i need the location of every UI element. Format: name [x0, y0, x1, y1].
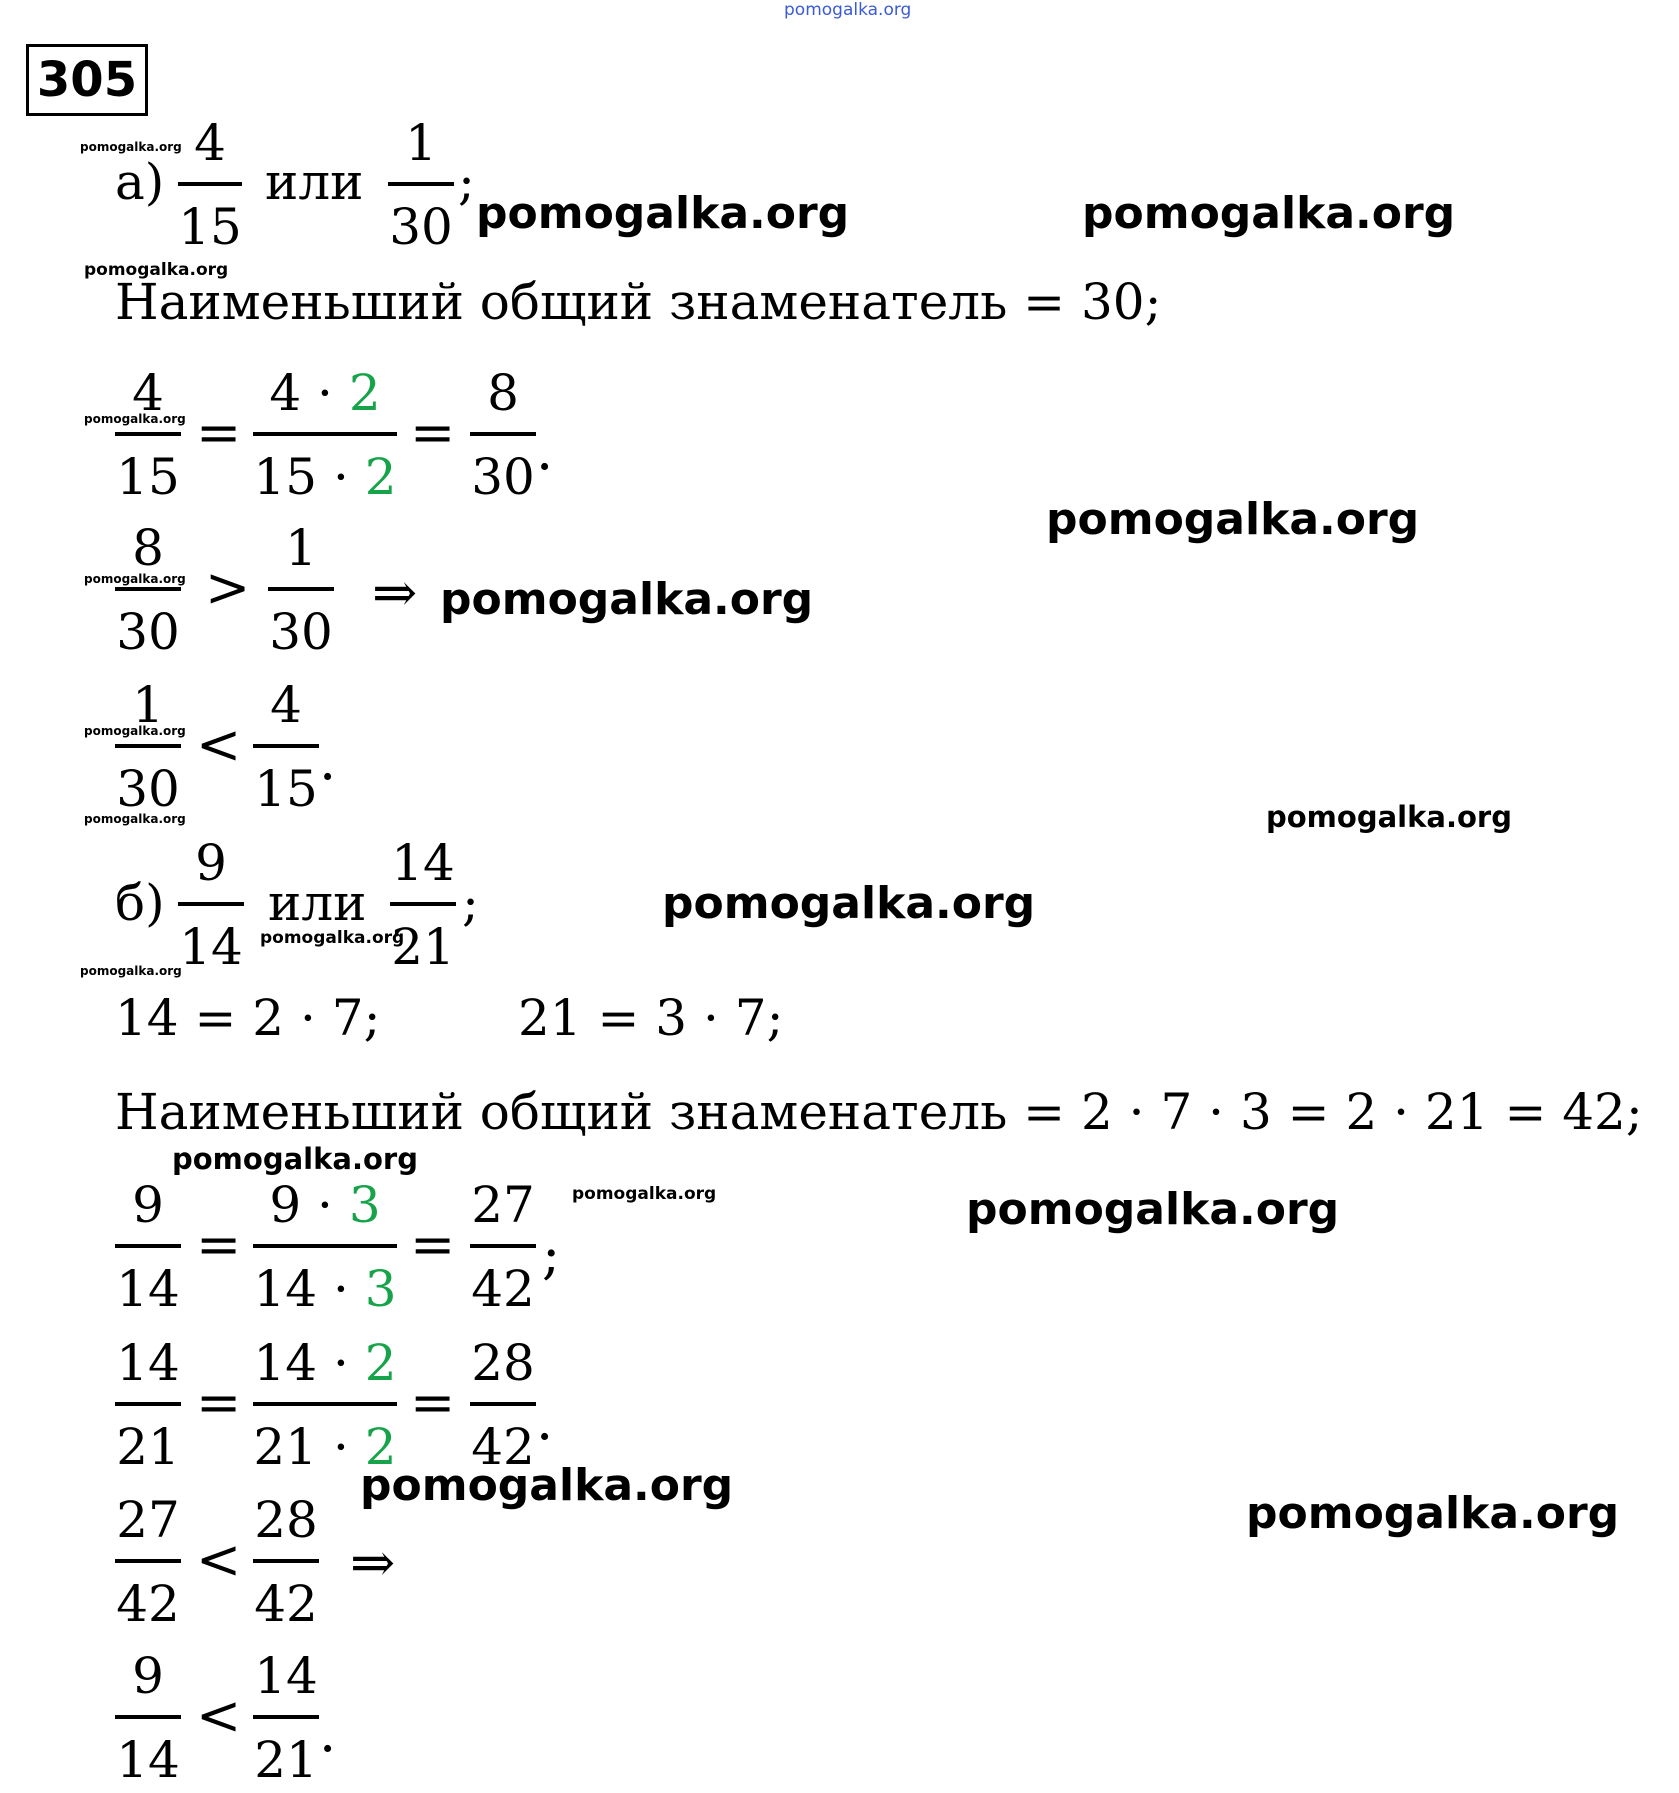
multiplier: 3: [364, 1260, 397, 1318]
fraction-bar: [178, 902, 244, 906]
semicolon: ;: [462, 874, 479, 932]
numerator-part: 14 ·: [253, 1334, 349, 1392]
equals-sign: =: [410, 401, 456, 464]
problem-number: 305: [26, 44, 148, 116]
period: .: [319, 729, 337, 792]
watermark: pomogalka.org: [662, 878, 1036, 929]
multiplier: 3: [348, 1176, 381, 1234]
or-word: или: [268, 874, 367, 932]
numerator: 28: [254, 1491, 318, 1549]
denominator: 30: [269, 603, 333, 661]
numerator: 27: [471, 1176, 535, 1234]
numerator: 9: [132, 1176, 164, 1234]
semicolon: ;: [542, 1223, 561, 1286]
eq-b1-lhs-fraction: [115, 1172, 181, 1322]
numerator: 4: [270, 676, 302, 734]
equals-sign: =: [196, 1213, 242, 1276]
numerator: 1: [132, 676, 164, 734]
denominator: 15: [178, 198, 242, 256]
cmp-a2-right-fraction: [253, 672, 319, 822]
period: .: [319, 1701, 337, 1764]
denominator: 42: [471, 1260, 535, 1318]
fraction-bar: [253, 744, 319, 748]
numerator: 1: [285, 519, 317, 577]
cmp-b1-left-fraction: [115, 1487, 181, 1637]
watermark: pomogalka.org: [966, 1184, 1340, 1235]
multiplier: 2: [364, 1334, 397, 1392]
part-a-fraction-1: [178, 110, 242, 260]
fraction-bar: [115, 587, 181, 591]
watermark: pomogalka.org: [84, 724, 186, 738]
watermark: pomogalka.org: [440, 574, 814, 625]
eq-a-lhs-fraction: [115, 360, 181, 510]
cmp-b2-left-fraction: [115, 1643, 181, 1793]
factorization-14: 14 = 2 · 7;: [115, 989, 381, 1047]
numerator: 14: [254, 1647, 318, 1705]
fraction-bar: [115, 744, 181, 748]
multiplier: 2: [348, 364, 381, 422]
part-a-lcd-text: Наименьший общий знаменатель = 30;: [115, 273, 1162, 331]
numerator: 9: [132, 1647, 164, 1705]
fraction-bar: [470, 1402, 536, 1406]
denominator: 14: [116, 1731, 180, 1789]
watermark: pomogalka.org: [84, 572, 186, 586]
fraction-bar: [115, 1244, 181, 1248]
denominator: 14: [179, 918, 243, 976]
equals-sign: =: [410, 1371, 456, 1434]
period: .: [536, 1389, 554, 1452]
cmp-a1-left-fraction: [115, 515, 181, 665]
numerator: 14: [391, 834, 455, 892]
numerator: 27: [116, 1491, 180, 1549]
fraction-bar: [388, 182, 454, 186]
watermark: pomogalka.org: [84, 812, 186, 826]
cmp-b2-right-fraction: [253, 1643, 319, 1793]
fraction-bar: [115, 432, 181, 436]
denominator: 42: [116, 1575, 180, 1633]
less-than-sign: <: [196, 713, 242, 776]
denominator: 42: [471, 1418, 535, 1476]
numerator: 9: [195, 834, 227, 892]
part-b-label: б): [115, 874, 165, 932]
fraction-bar: [470, 1244, 536, 1248]
watermark: pomogalka.org: [572, 1184, 717, 1204]
numerator: 4: [194, 114, 226, 172]
fraction-bar: [253, 432, 397, 436]
eq-a-rhs-fraction: [470, 360, 536, 510]
numerator: 14: [116, 1334, 180, 1392]
fraction-bar: [390, 902, 456, 906]
eq-b1-mid-fraction: [253, 1172, 397, 1322]
denominator: 15: [254, 760, 318, 818]
cmp-a1-right-fraction: [268, 515, 334, 665]
part-a-label: а): [115, 153, 165, 211]
fraction-bar: [268, 587, 334, 591]
numerator: 4: [132, 364, 164, 422]
factorization-21: 21 = 3 · 7;: [518, 989, 784, 1047]
equals-sign: =: [410, 1213, 456, 1276]
less-than-sign: <: [196, 1684, 242, 1747]
numerator-part: 4 ·: [269, 364, 333, 422]
semicolon: ;: [458, 153, 475, 211]
eq-b2-lhs-fraction: [115, 1330, 181, 1480]
cmp-b1-right-fraction: [253, 1487, 319, 1637]
fraction-bar: [115, 1715, 181, 1719]
eq-b1-rhs-fraction: [470, 1172, 536, 1322]
greater-than-sign: >: [205, 556, 251, 619]
numerator: 8: [132, 519, 164, 577]
implies-arrow: ⇒: [350, 1531, 396, 1594]
watermark: pomogalka.org: [476, 188, 850, 239]
less-than-sign: <: [196, 1528, 242, 1591]
equals-sign: =: [196, 401, 242, 464]
eq-a-mid-fraction: [253, 360, 397, 510]
numerator: 8: [487, 364, 519, 422]
denominator: 21: [254, 1731, 318, 1789]
denominator: 15: [116, 448, 180, 506]
numerator: 28: [471, 1334, 535, 1392]
watermark: pomogalka.org: [84, 412, 186, 426]
fraction-bar: [115, 1402, 181, 1406]
fraction-bar: [253, 1559, 319, 1563]
fraction-bar: [178, 182, 242, 186]
denominator: 21: [391, 918, 455, 976]
part-b-fraction-2: [390, 830, 456, 980]
denominator: 30: [389, 198, 453, 256]
denominator: 42: [254, 1575, 318, 1633]
top-watermark: pomogalka.org: [784, 0, 912, 20]
watermark: pomogalka.org: [1246, 1488, 1620, 1539]
fraction-bar: [253, 1715, 319, 1719]
watermark: pomogalka.org: [172, 1142, 418, 1176]
cmp-a2-left-fraction: [115, 672, 181, 822]
denominator: 21: [116, 1418, 180, 1476]
numerator-part: 9 ·: [269, 1176, 333, 1234]
fraction-bar: [470, 432, 536, 436]
fraction-bar: [253, 1244, 397, 1248]
numerator: 1: [405, 114, 437, 172]
part-a-fraction-2: [388, 110, 454, 260]
denominator: 30: [116, 603, 180, 661]
or-word: или: [265, 153, 364, 211]
multiplier: 2: [364, 1418, 397, 1476]
watermark: pomogalka.org: [84, 260, 229, 280]
watermark: pomogalka.org: [80, 964, 182, 978]
denominator-part: 14 ·: [253, 1260, 349, 1318]
fraction-bar: [253, 1402, 397, 1406]
denominator: 30: [471, 448, 535, 506]
implies-arrow: ⇒: [372, 561, 418, 624]
watermark: pomogalka.org: [1046, 494, 1420, 545]
watermark: pomogalka.org: [360, 1460, 734, 1511]
period: .: [536, 419, 554, 482]
watermark: pomogalka.org: [1082, 188, 1456, 239]
equals-sign: =: [196, 1371, 242, 1434]
denominator-part: 15 ·: [253, 448, 349, 506]
denominator-part: 21 ·: [253, 1418, 349, 1476]
watermark: pomogalka.org: [260, 928, 405, 948]
watermark: pomogalka.org: [80, 140, 182, 154]
eq-b2-mid-fraction: [253, 1330, 397, 1480]
eq-b2-rhs-fraction: [470, 1330, 536, 1480]
denominator: 14: [116, 1260, 180, 1318]
part-b-lcd-text: Наименьший общий знаменатель = 2 · 7 · 3 = 2 · 21 = 42;: [115, 1083, 1643, 1141]
watermark: pomogalka.org: [1266, 800, 1512, 834]
fraction-bar: [115, 1559, 181, 1563]
denominator: 30: [116, 760, 180, 818]
part-b-fraction-1: [178, 830, 244, 980]
multiplier: 2: [364, 448, 397, 506]
